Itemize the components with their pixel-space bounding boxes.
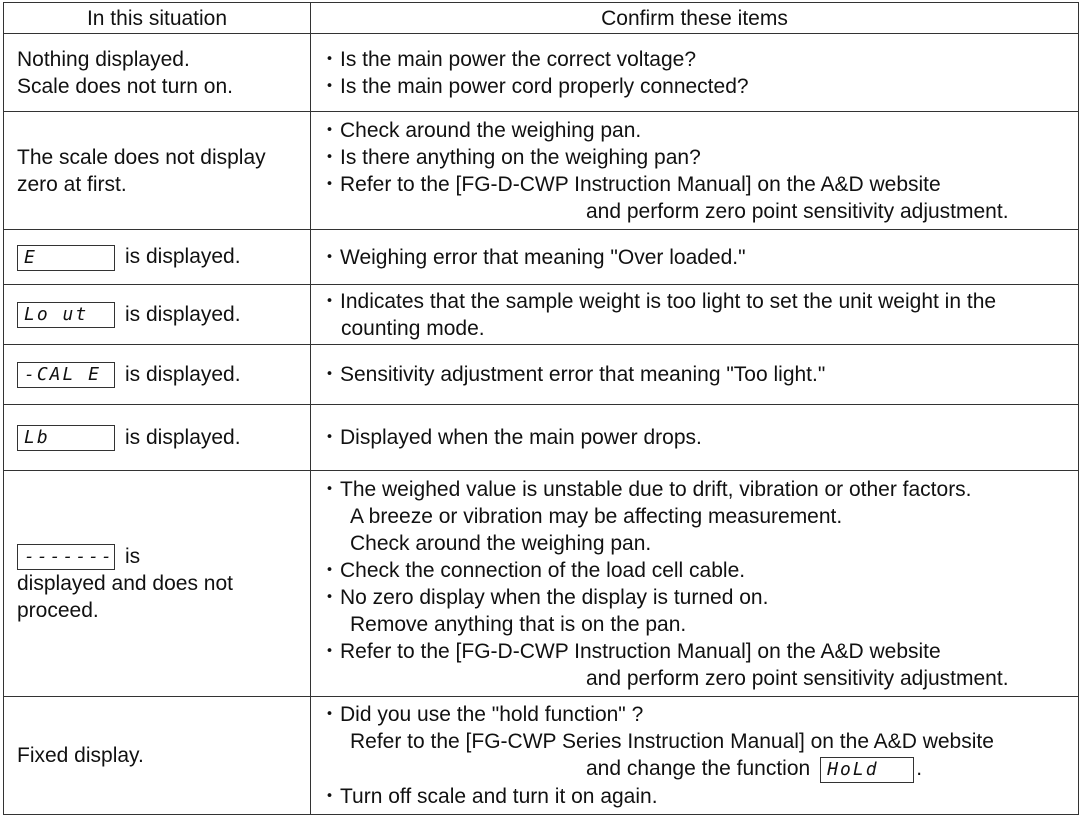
item-text: ・Is there anything on the weighing pan? — [319, 145, 701, 169]
situation-text: is displayed. — [125, 245, 241, 269]
item-text: ・Check the connection of the load cell cable. — [319, 558, 746, 582]
table-row — [4, 230, 1079, 285]
situation-text: proceed. — [17, 599, 99, 623]
item-text: ・Did you use the "hold function" ? — [319, 703, 644, 727]
lcd-display-icon: Lb — [17, 425, 115, 451]
item-text: . — [916, 757, 923, 781]
table-row — [4, 112, 1079, 230]
items-cell — [311, 697, 1079, 815]
header-situation: In this situation — [4, 3, 311, 34]
situation-cell — [4, 697, 311, 815]
situation-text: Fixed display. — [17, 744, 144, 767]
item-text: ・Weighing error that meaning "Over loaded." — [319, 245, 746, 269]
item-text: Remove anything that is on the pan. — [350, 612, 687, 636]
items-cell — [311, 345, 1079, 405]
item-text: ・No zero display when the display is turned on. — [319, 585, 769, 609]
situation-text: zero at first. — [17, 172, 127, 196]
item-text: and change the function — [586, 757, 811, 781]
table-row — [4, 405, 1079, 471]
situation-text: is displayed. — [125, 302, 241, 326]
situation-text: The scale does not display — [17, 145, 266, 169]
item-text: ・Is the main power the correct voltage? — [319, 47, 697, 71]
item-text: A breeze or vibration may be affecting measurement. — [350, 504, 843, 528]
item-text: Check around the weighing pan. — [350, 531, 652, 555]
item-text: ・Indicates that the sample weight is too light to set the unit weight in the — [319, 289, 997, 313]
lcd-display-icon: -CAL E — [17, 362, 115, 388]
table-row — [4, 34, 1079, 112]
item-text: ・Is the main power cord properly connected? — [319, 74, 749, 98]
item-text: ・Sensitivity adjustment error that meaning "Too light." — [319, 363, 826, 386]
situation-text: displayed and does not — [17, 572, 233, 596]
item-text: Refer to the [FG-CWP Series Instruction Manual] on the A&D website — [350, 730, 994, 754]
item-text: ・Check around the weighing pan. — [319, 118, 642, 142]
situation-text: Scale does not turn on. — [17, 74, 233, 98]
lcd-display-icon: Lo ut — [17, 302, 115, 328]
situation-cell — [4, 405, 311, 471]
items-cell — [311, 285, 1079, 345]
item-text: ・Refer to the [FG-D-CWP Instruction Manual] on the A&D website — [319, 639, 941, 663]
troubleshooting-table — [3, 2, 1079, 815]
item-text: ・Displayed when the main power drops. — [319, 426, 702, 449]
situation-cell — [4, 285, 311, 345]
situation-text: is — [125, 544, 141, 568]
items-cell — [311, 471, 1079, 697]
items-cell — [311, 34, 1079, 112]
items-cell — [311, 405, 1079, 471]
lcd-display-icon: HoLd — [820, 757, 914, 783]
situation-cell — [4, 112, 311, 230]
table-row — [4, 471, 1079, 697]
item-text: ・Turn off scale and turn it on again. — [319, 784, 658, 808]
situation-cell — [4, 471, 311, 697]
header-confirm: Confirm these items — [311, 3, 1079, 34]
item-text: ・Refer to the [FG-D-CWP Instruction Manual] on the A&D website — [319, 172, 941, 196]
situation-text: Nothing displayed. — [17, 47, 190, 71]
situation-cell — [4, 34, 311, 112]
situation-text: is displayed. — [125, 425, 241, 449]
item-text: and perform zero point sensitivity adjustment. — [586, 666, 1009, 690]
item-text: counting mode. — [341, 316, 485, 340]
table-row — [4, 285, 1079, 345]
situation-cell — [4, 230, 311, 285]
table-row — [4, 697, 1079, 815]
table-row — [4, 345, 1079, 405]
situation-text: is displayed. — [125, 362, 241, 386]
situation-cell — [4, 345, 311, 405]
item-text: and perform zero point sensitivity adjustment. — [586, 199, 1009, 223]
items-cell — [311, 112, 1079, 230]
table-header-row — [4, 3, 1079, 34]
lcd-display-icon: ------- — [17, 544, 115, 570]
lcd-display-icon: E — [17, 245, 115, 271]
items-cell — [311, 230, 1079, 285]
item-text: ・The weighed value is unstable due to drift, vibration or other factors. — [319, 477, 972, 501]
